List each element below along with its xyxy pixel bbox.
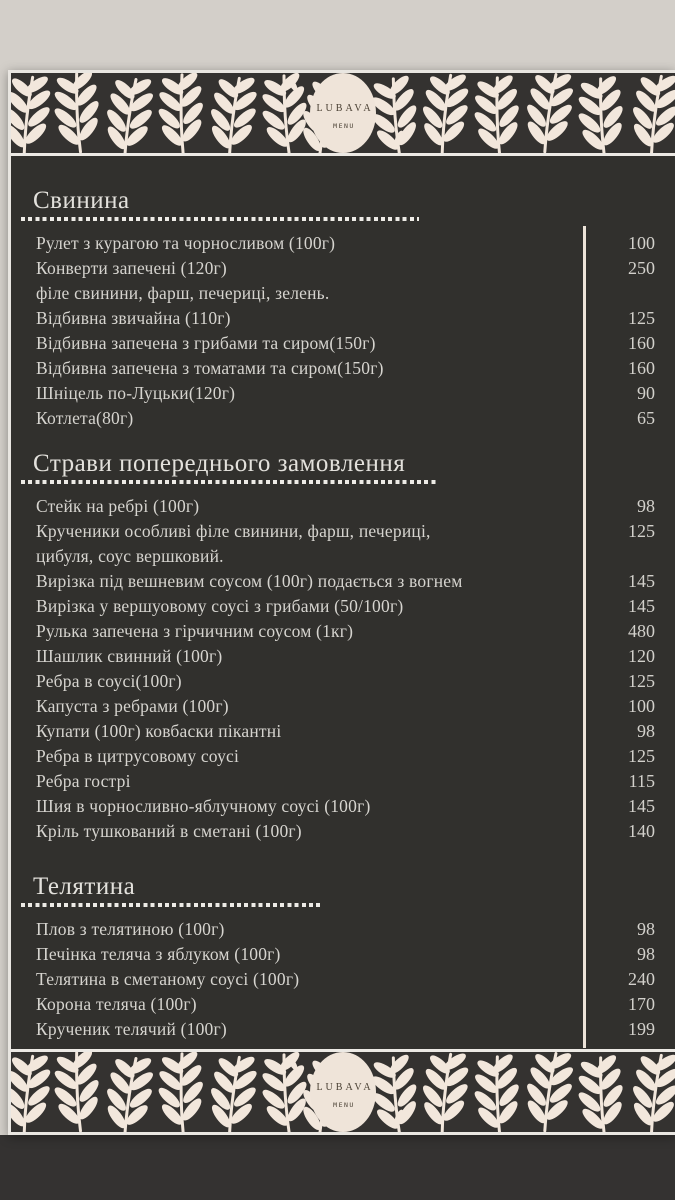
menu-item-name: Кріль тушкований в сметані (100г) bbox=[36, 821, 302, 841]
menu-item-row bbox=[11, 992, 675, 1017]
menu-item-row bbox=[11, 744, 675, 769]
menu-item-name: Ребра в соусі(100г) bbox=[36, 671, 182, 691]
section-items bbox=[11, 494, 675, 844]
section-title: Свинина bbox=[33, 187, 130, 214]
logo-subtitle: MENU bbox=[333, 122, 355, 130]
menu-item-row bbox=[11, 794, 675, 819]
menu-item-price: 98 bbox=[637, 721, 655, 741]
menu-item-name: Рулька запечена з гірчичним соусом (1кг) bbox=[36, 621, 354, 641]
menu-item-price bbox=[571, 544, 675, 569]
menu-item-name: Вирізка під вешневим соусом (100г) подається з вогнем bbox=[36, 571, 463, 591]
menu-item-price: 90 bbox=[637, 383, 655, 403]
menu-item-price: 100 bbox=[628, 696, 655, 716]
menu-item-name: Ребра в цитрусовому соусі bbox=[36, 746, 240, 766]
menu-item-name: Корона теляча (100г) bbox=[36, 994, 197, 1014]
menu-item-price: 145 bbox=[628, 596, 655, 616]
section-title-dotted-underline bbox=[21, 480, 436, 484]
menu-item-name: Відбивна звичайна (110г) bbox=[36, 308, 231, 328]
menu-item-row bbox=[11, 406, 675, 431]
menu-item-price: 145 bbox=[628, 571, 655, 591]
menu-item-name: Ребра гострі bbox=[36, 771, 131, 791]
menu-section bbox=[11, 449, 675, 844]
menu-item-price: 115 bbox=[628, 771, 655, 791]
menu-item-name: Печінка теляча з яблуком (100г) bbox=[36, 944, 281, 964]
menu-item-price bbox=[571, 281, 675, 306]
menu-item-price: 240 bbox=[628, 969, 655, 989]
menu-item-row bbox=[11, 356, 675, 381]
menu-item-price: 199 bbox=[628, 1019, 655, 1039]
menu-item-price: 65 bbox=[637, 408, 655, 428]
menu-item-row bbox=[11, 306, 675, 331]
section-title-dotted-underline bbox=[21, 903, 323, 907]
menu-item-price: 125 bbox=[628, 308, 655, 328]
menu-item-row bbox=[11, 381, 675, 406]
menu-item-row bbox=[11, 917, 675, 942]
menu-item-price: 145 bbox=[628, 796, 655, 816]
menu-item-row bbox=[11, 544, 675, 569]
menu-item-name: Крученик телячий (100г) bbox=[36, 1019, 227, 1039]
menu-item-row bbox=[11, 494, 675, 519]
menu-item-name: філе свинини, фарш, печериці, зелень. bbox=[36, 283, 330, 303]
menu-item-price: 140 bbox=[628, 821, 655, 841]
section-items bbox=[11, 917, 675, 1042]
section-items bbox=[11, 231, 675, 431]
menu-item-row bbox=[11, 942, 675, 967]
menu-item-row bbox=[11, 967, 675, 992]
menu-item-name: Плов з телятиною (100г) bbox=[36, 919, 225, 939]
menu-item-name: Відбивна запечена з томатами та сиром(150г) bbox=[36, 358, 384, 378]
menu-item-name: Капуста з ребрами (100г) bbox=[36, 696, 229, 716]
menu-item-name: Стейк на ребрі (100г) bbox=[36, 496, 200, 516]
menu-item-price: 98 bbox=[637, 919, 655, 939]
menu-item-row bbox=[11, 569, 675, 594]
menu-item-name: Крученики особливі філе свинини, фарш, печериці, bbox=[36, 521, 431, 541]
menu-item-name: Телятина в сметаному соусі (100г) bbox=[36, 969, 300, 989]
menu-item-name: Котлета(80г) bbox=[36, 408, 134, 428]
menu-content bbox=[11, 156, 675, 1049]
logo-title: LUBAVA bbox=[316, 103, 374, 114]
menu-item-price: 98 bbox=[637, 496, 655, 516]
menu-item-row bbox=[11, 281, 675, 306]
price-separator-line bbox=[583, 226, 586, 1048]
menu-item-price: 480 bbox=[628, 621, 655, 641]
menu-item-name: Шия в чорносливно-яблучному соусі (100г) bbox=[36, 796, 371, 816]
menu-item-price: 250 bbox=[628, 258, 655, 278]
menu-item-name: Купати (100г) ковбаски пікантні bbox=[36, 721, 282, 741]
menu-item-row bbox=[11, 331, 675, 356]
menu-item-row bbox=[11, 1017, 675, 1042]
menu-item-price: 125 bbox=[628, 521, 655, 541]
menu-item-price: 125 bbox=[628, 746, 655, 766]
menu-item-row bbox=[11, 519, 675, 544]
menu-item-name: Шніцель по-Луцьки(120г) bbox=[36, 383, 236, 403]
menu-item-name: Конверти запечені (120г) bbox=[36, 258, 227, 278]
menu-item-name: Відбивна запечена з грибами та сиром(150г) bbox=[36, 333, 376, 353]
menu-item-name: Шашлик свинний (100г) bbox=[36, 646, 223, 666]
menu-item-row bbox=[11, 669, 675, 694]
menu-section bbox=[11, 186, 675, 431]
menu-item-name: Вирізка у вершуовому соусі з грибами (50/100г) bbox=[36, 596, 404, 616]
section-title: Страви попереднього замовлення bbox=[33, 450, 406, 477]
menu-sections bbox=[11, 186, 675, 1042]
menu-item-row bbox=[11, 819, 675, 844]
decor-band-top bbox=[11, 73, 675, 153]
menu-item-row bbox=[11, 694, 675, 719]
menu-item-price: 160 bbox=[628, 358, 655, 378]
section-title-dotted-underline bbox=[21, 217, 419, 221]
menu-item-price: 170 bbox=[628, 994, 655, 1014]
menu-item-row bbox=[11, 644, 675, 669]
menu-item-row bbox=[11, 256, 675, 281]
menu-item-row bbox=[11, 231, 675, 256]
menu-page bbox=[8, 70, 675, 1135]
menu-item-row bbox=[11, 719, 675, 744]
menu-item-name: Рулет з курагою та чорносливом (100г) bbox=[36, 233, 336, 253]
menu-item-price: 100 bbox=[628, 233, 655, 253]
menu-item-row bbox=[11, 619, 675, 644]
menu-item-row bbox=[11, 769, 675, 794]
menu-item-price: 160 bbox=[628, 333, 655, 353]
menu-item-price: 125 bbox=[628, 671, 655, 691]
menu-section bbox=[11, 872, 675, 1042]
menu-item-price: 120 bbox=[628, 646, 655, 666]
logo-title: LUBAVA bbox=[316, 1082, 374, 1093]
section-title: Телятина bbox=[33, 873, 136, 900]
logo-subtitle: MENU bbox=[333, 1101, 355, 1109]
menu-item-row bbox=[11, 594, 675, 619]
menu-item-name: цибуля, соус вершковий. bbox=[36, 546, 224, 566]
menu-item-price: 98 bbox=[637, 944, 655, 964]
decor-band-bottom bbox=[11, 1052, 675, 1132]
